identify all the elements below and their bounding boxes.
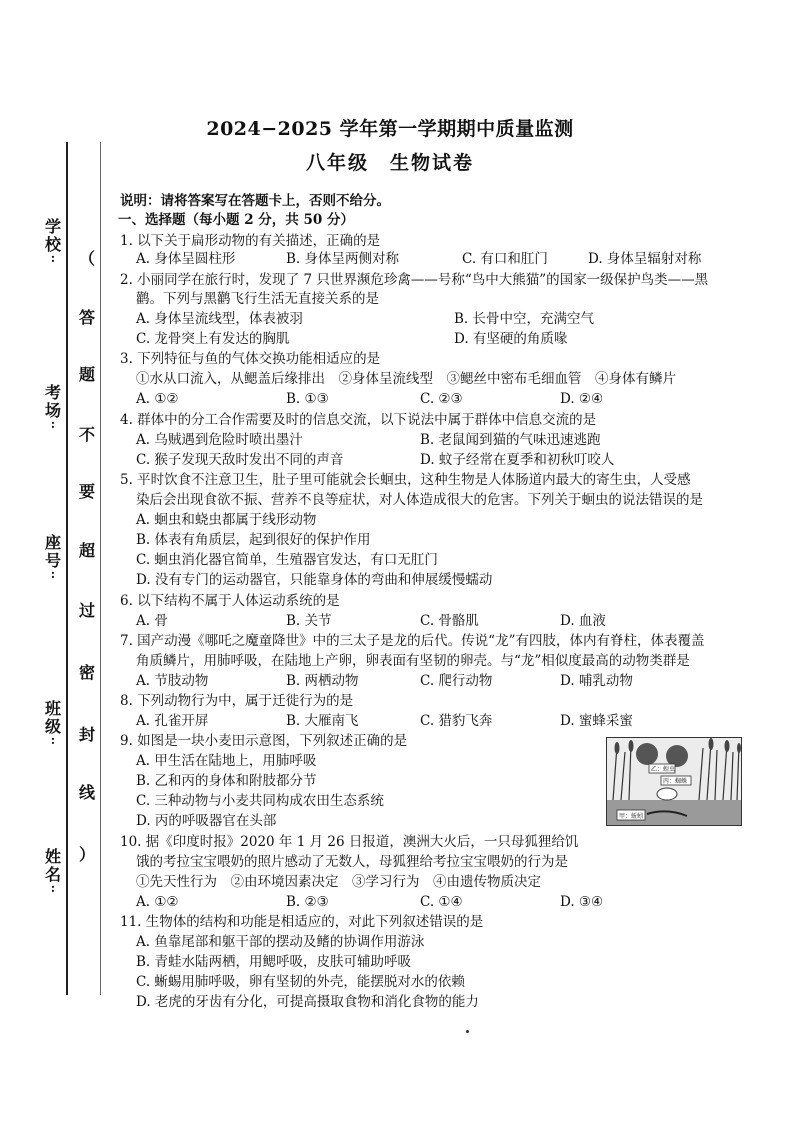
option-b: B. 体表有角质层，起到很好的保护作用 [136,532,371,548]
instructions: 说明：请将答案写在答题卡上，否则不给分。 [120,193,390,209]
question-stem: 11. 生物体的结构和功能是相适应的，对此下列叙述错误的是 [120,914,484,930]
option-a: A. 骨 [136,613,168,629]
option-c: C. ①④ [420,894,463,910]
question-stem: 2. 小丽同学在旅行时，发现了 7 只世界濒危珍禽——号称“鸟中大熊猫”的国家一级保护鸟类——黑 [120,272,709,288]
binding-margin [0,0,110,1123]
option-b: B. 老鼠闻到猫的气味迅速逃跑 [420,432,601,448]
option-c: C. 猴子发现天敌时发出不同的声音 [136,452,344,468]
option-c: C. ②③ [420,391,463,407]
question-stem: 3. 下列特征与鱼的气体交换功能相适应的是 [120,351,381,367]
option-b: B. 身体呈两侧对称 [286,251,400,267]
question-stem-cont: 染后会出现食欲不振、营养不良等症状，对人体造成很大的危害。下列关于蛔虫的说法错误的是 [136,492,703,508]
option-c: C. 蜥蜴用肺呼吸，卵有坚韧的外壳，能摆脱对水的依赖 [136,974,465,990]
seal-char: 答 [78,308,95,327]
option-c: C. 三种动物与小麦共同构成农田生态系统 [136,793,384,809]
question-stem: 9. 如图是一块小麦田示意图，下列叙述正确的是 [120,733,408,749]
question-stem: 8. 下列动物行为中，属于迁徙行为的是 [120,693,354,709]
option-b: B. 关节 [286,613,332,629]
option-b: B. ②③ [286,894,329,910]
page-mark [466,1030,469,1033]
wheat-field-figure [606,737,742,826]
option-a: A. 身体呈圆柱形 [136,251,236,267]
option-d: D. 血液 [560,613,606,629]
question-stem: 4. 群体中的分工合作需要及时的信息交流，以下说法中属于群体中信息交流的是 [120,412,597,428]
question-stem: 5. 平时饮食不注意卫生，肚子里可能就会长蛔虫，这种生物是人体肠道内最大的寄生虫，人受感 [120,472,691,488]
question-stem: 1. 以下关于扁形动物的有关描述，正确的是 [120,233,381,249]
option-d: D. 蚊子经常在夏季和初秋叮咬人 [420,452,615,468]
option-a: A. 甲生活在陆地上，用肺呼吸 [136,753,317,769]
wheat-field-illustration [607,738,741,825]
seal-char: （ [78,249,95,268]
seal-char: 要 [78,482,95,501]
option-b: B. 青蛙水陆两栖，用鳃呼吸，皮肤可辅助呼吸 [136,954,412,970]
seal-char: 封 [78,725,95,744]
option-d: D. 没有专门的运动器官，只能靠身体的弯曲和伸展缓慢蠕动 [136,572,493,588]
option-a: A. 孔雀开屏 [136,713,209,729]
option-b: B. ①③ [286,391,329,407]
option-d: D. ③④ [560,894,604,910]
option-b: B. 乙和丙的身体和附肢都分节 [136,773,317,789]
option-b: B. 大雁南飞 [286,713,359,729]
seal-char: 过 [78,601,95,620]
option-d: D. 哺乳动物 [560,673,633,689]
question-stem-cont: 饿的考拉宝宝喂奶的照片感动了无数人，母狐狸给考拉宝宝喂奶的行为是 [136,854,568,870]
name-field[interactable]: 姓名 : [44,847,61,895]
option-a: A. 鱼靠尾部和躯干部的摆动及鳍的协调作用游泳 [136,934,425,950]
option-d: D. 丙的呼吸器官在头部 [136,813,277,829]
question-stem-cont: 鹳。下列与黑鹳飞行生活无直接关系的是 [136,291,379,307]
question-stem: 7. 国产动漫《哪吒之魔童降世》中的三太子是龙的后代。传说“龙”有四肢，体内有脊柱，体表覆盖 [120,633,705,649]
option-c: C. 龙骨突上有发达的胸肌 [136,331,290,347]
option-d: D. 身体呈辐射对称 [588,251,702,267]
option-c: C. 猎豹飞奔 [420,713,493,729]
question-stem: 10. 据《印度时报》2020 年 1 月 26 日报道，澳洲大火后，一只母狐狸给饥 [120,834,579,850]
seal-char: 不 [78,425,95,444]
option-c: C. 骨骼肌 [420,613,479,629]
seal-char: 题 [78,365,95,384]
option-c: C. 有口和肛门 [462,251,548,267]
class-field[interactable]: 班级 : [44,699,61,747]
option-a: A. ①② [136,894,179,910]
section-heading: 一、选择题（每小题 2 分，共 50 分） [118,212,354,228]
option-a: A. 蛔虫和蛲虫都属于线形动物 [136,512,317,528]
seal-char: 线 [78,783,95,802]
option-d: D. ②④ [560,391,604,407]
option-b: B. 两栖动物 [286,673,359,689]
binding-line-inner [100,142,101,995]
question-stem: 6. 以下结构不属于人体运动系统的是 [120,593,340,609]
binding-line [66,142,68,995]
figure-label: 甲：蚯蚓 [619,813,644,820]
school-field[interactable]: 学校 : [44,217,61,265]
figure-label: 丙：蜘蛛 [663,778,688,785]
option-a: A. ①② [136,391,179,407]
option-b: B. 长骨中空，充满空气 [454,311,595,327]
option-a: A. 乌贼遇到危险时喷出墨汁 [136,432,303,448]
exam-subtitle: 八年级 生物试卷 [305,152,474,174]
seat-number-field[interactable]: 座号 : [44,533,61,581]
question-items: ①先天性行为 ②由环境因素决定 ③学习行为 ④由遗传物质决定 [136,874,541,890]
option-d: D. 蜜蜂采蜜 [560,713,633,729]
option-a: A. 身体呈流线型，体表被羽 [136,311,303,327]
option-c: C. 爬行动物 [420,673,493,689]
question-stem-cont: 角质鳞片，用肺呼吸，在陆地上产卵，卵表面有坚韧的卵壳。与“龙”相似度最高的动物类群是 [136,653,690,669]
option-a: A. 节肢动物 [136,673,209,689]
option-d: D. 有坚硬的角质喙 [454,331,568,347]
exam-title: 2024−2025 学年第一学期期中质量监测 [206,118,574,140]
seal-char: 超 [78,541,95,560]
seal-char: ） [78,845,95,864]
question-items: ①水从口流入，从鳃盖后缘排出 ②身体呈流线型 ③鳃丝中密布毛细血管 ④身体有鳞片 [136,371,676,387]
option-d: D. 老虎的牙齿有分化，可提高摄取食物和消化食物的能力 [136,994,479,1010]
seal-char: 密 [78,663,95,682]
exam-room-field[interactable]: 考场 : [44,383,61,431]
figure-label: 乙：蝗虫 [651,766,676,773]
option-c: C. 蛔虫消化器官简单，生殖器官发达，有口无肛门 [136,552,438,568]
